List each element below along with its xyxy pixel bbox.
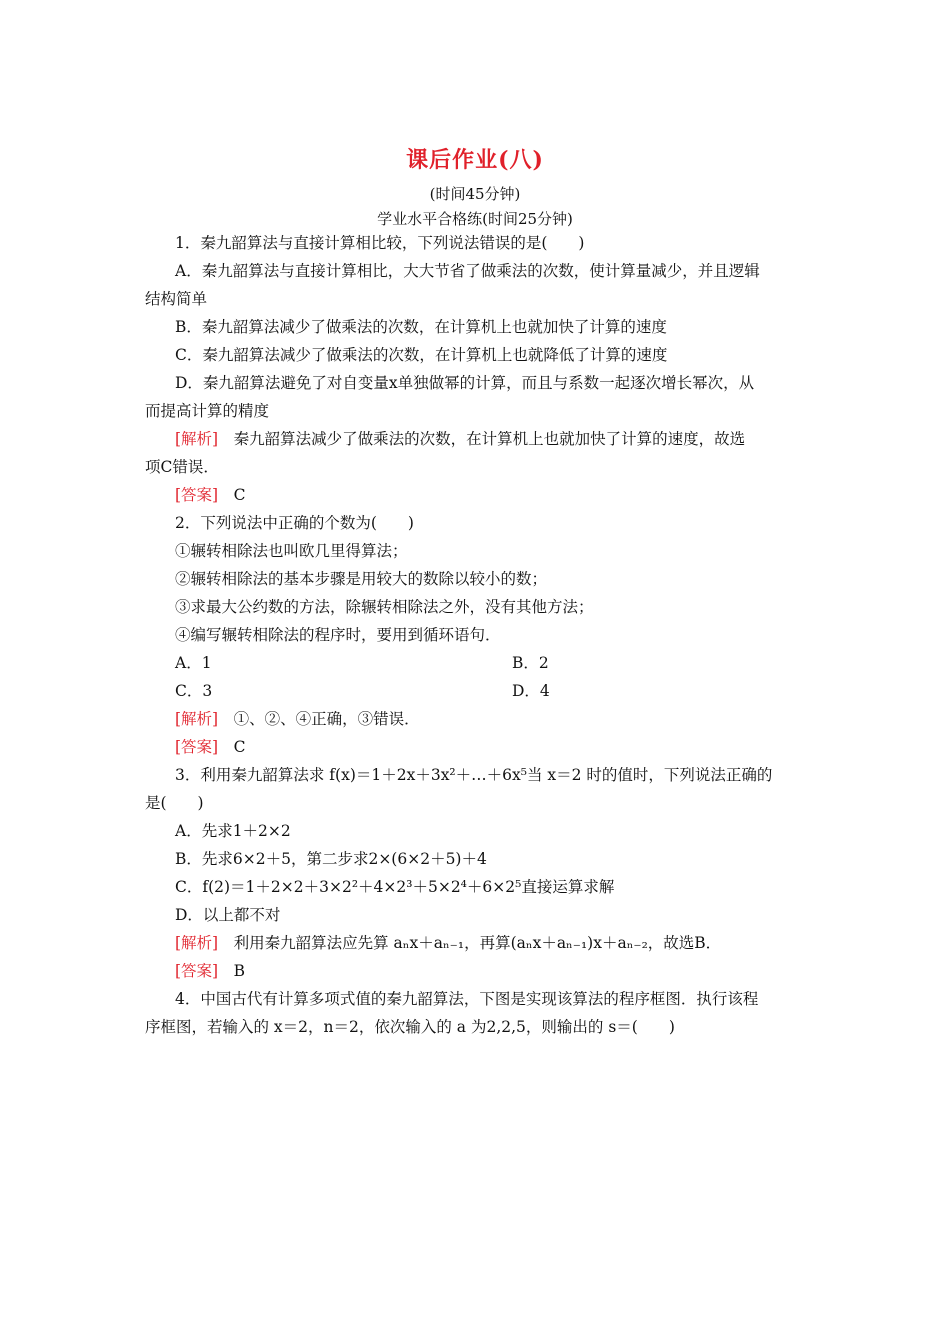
q2-stem: 2．下列说法中正确的个数为( ) (175, 514, 414, 532)
q2-options-row-2 (175, 680, 840, 702)
q4-stem: 4．中国古代有计算多项式值的秦九韶算法，下图是实现该算法的程序框图．执行该程 (175, 990, 759, 1008)
analysis-text: 利用秦九韶算法应先算 aₙx＋aₙ₋₁，再算(aₙx＋aₙ₋₁)x＋aₙ₋₂，故选B． (233, 934, 722, 952)
time-note: (时间45分钟) (429, 185, 521, 203)
q1-stem: 1．秦九韶算法与直接计算相比较，下列说法错误的是( ) (175, 234, 585, 252)
q1-option-a: A．秦九韶算法与直接计算相比，大大节省了做乘法的次数，使计算量减少，并且逻辑 (175, 262, 760, 280)
q2-option-c: C．3 (175, 682, 213, 700)
q1-answer (175, 484, 840, 506)
q2-options-row-1 (175, 652, 840, 674)
analysis-text: ①、②、④正确，③错误． (233, 710, 420, 728)
q1-analysis (175, 428, 840, 450)
q2-option-b: B．2 (512, 654, 549, 672)
answer-text: B (233, 962, 246, 980)
q3-analysis (175, 932, 840, 954)
q1-option-c: C．秦九韶算法减少了做乘法的次数，在计算机上也就降低了计算的速度 (175, 346, 668, 364)
q3-option-d: D．以上都不对 (175, 906, 281, 924)
answer-tag: [答案] (175, 486, 219, 504)
q2-statement-4: ④编写辗转相除法的程序时，要用到循环语句． (175, 626, 501, 644)
q3-answer (175, 960, 840, 982)
answer-tag: [答案] (175, 962, 219, 980)
q2-statement-1: ①辗转相除法也叫欧几里得算法； (175, 542, 408, 560)
answer-text: C (233, 738, 246, 756)
q1-option-d-cont: 而提高计算的精度 (145, 402, 270, 420)
analysis-tag: [解析] (175, 934, 219, 952)
q2-statement-3: ③求最大公约数的方法，除辗转相除法之外，没有其他方法； (175, 598, 594, 616)
q2-option-d: D．4 (512, 682, 550, 700)
q2-option-a: A．1 (175, 654, 212, 672)
q3-option-c: C．f(2)＝1＋2×2＋3×2²＋4×2³＋5×2⁴＋6×2⁵直接运算求解 (175, 878, 615, 896)
analysis-text: 秦九韶算法减少了做乘法的次数，在计算机上也就加快了计算的速度，故选 (233, 430, 746, 448)
q3-stem: 3．利用秦九韶算法求 f(x)＝1＋2x＋3x²＋…＋6x⁵当 x＝2 时的值时，下列说法正确的 (175, 766, 773, 784)
page-title: 课后作业(八) (406, 147, 544, 173)
q4-stem-cont: 序框图，若输入的 x＝2，n＝2，依次输入的 a 为2,2,5，则输出的 s＝( ) (145, 1018, 675, 1036)
q1-option-b: B．秦九韶算法减少了做乘法的次数，在计算机上也就加快了计算的速度 (175, 318, 667, 336)
q1-option-d: D．秦九韶算法避免了对自变量x单独做幂的计算，而且与系数一起逐次增长幂次，从 (175, 374, 755, 392)
analysis-tag: [解析] (175, 430, 219, 448)
q3-option-a: A．先求1＋2×2 (175, 822, 291, 840)
answer-tag: [答案] (175, 738, 219, 756)
analysis-tag: [解析] (175, 710, 219, 728)
q2-statement-2: ②辗转相除法的基本步骤是用较大的数除以较小的数； (175, 570, 548, 588)
q3-stem-cont: 是( ) (145, 794, 204, 812)
q1-option-a-cont: 结构简单 (145, 290, 208, 308)
q1-analysis-cont: 项C错误． (145, 458, 219, 476)
section-heading: 学业水平合格练(时间25分钟) (377, 210, 573, 228)
q3-option-b: B．先求6×2＋5，第二步求2×(6×2＋5)＋4 (175, 850, 487, 868)
q2-answer (175, 736, 840, 758)
answer-text: C (233, 486, 246, 504)
q2-analysis (175, 708, 840, 730)
